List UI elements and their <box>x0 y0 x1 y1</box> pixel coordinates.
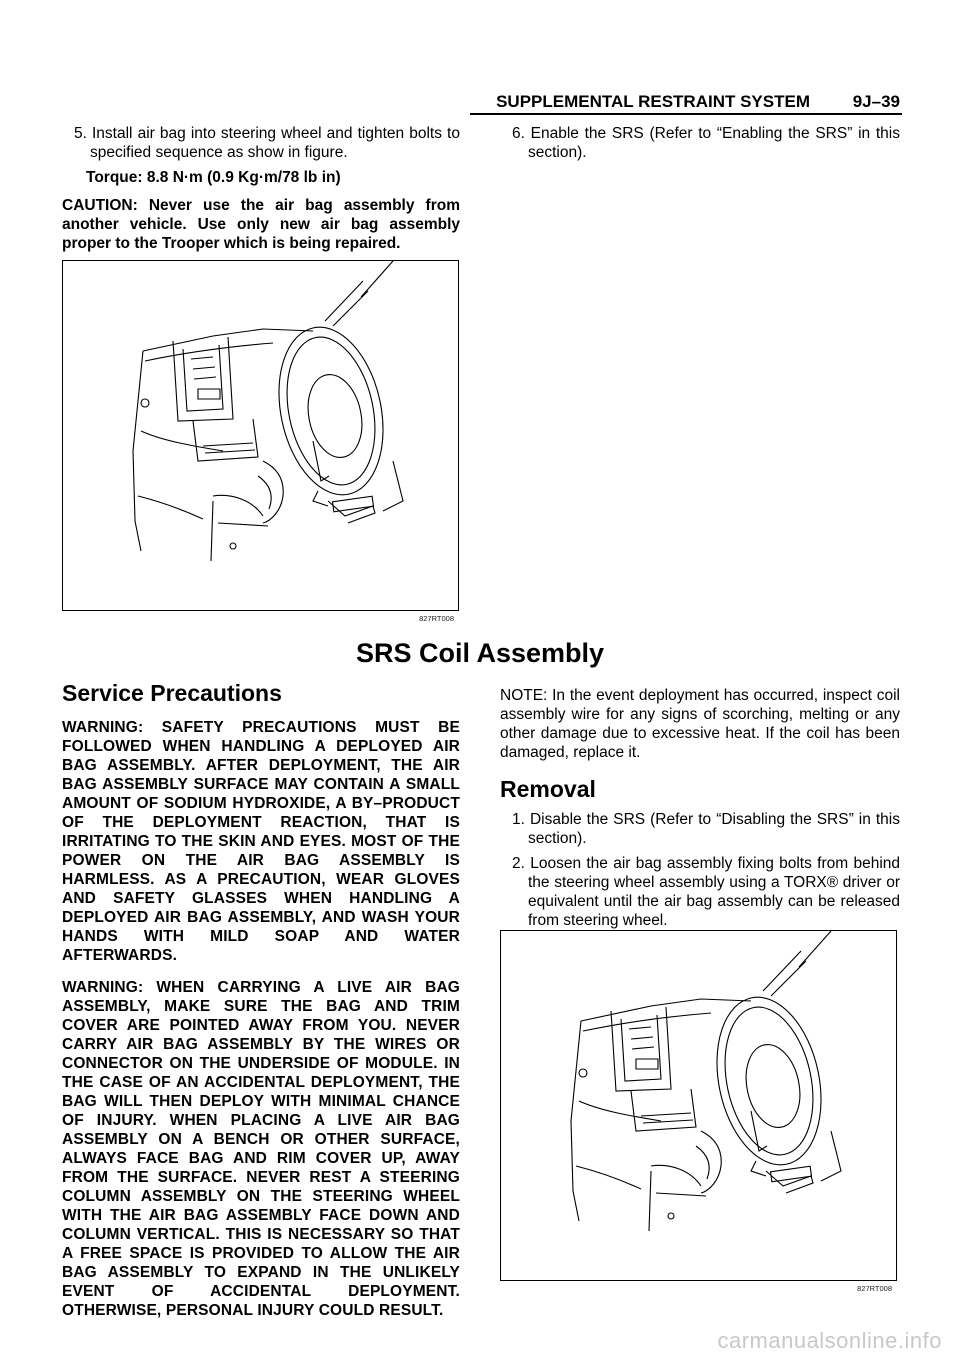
header-rule <box>470 113 902 115</box>
section-title: SRS Coil Assembly <box>355 638 605 668</box>
airbag-figure-2 <box>500 930 897 1293</box>
warning-deployed-airbag: WARNING: SAFETY PRECAUTIONS MUST BE FOLLOWED WHEN HANDLING A DEPLOYED AIR BAG ASSEMBLY. AFTER DEPLOYMENT, THE AIR BAG ASSEMBLY SURFACE MAY CONTAIN A SMALL AMOUNT OF SODIUM HYDROXIDE, A BY–PRODUCT OF THE DEPLOYMENT REACTION, THAT IS IRRITATING TO THE SKIN AND EYES. MOST OF THE POWER ON THE AIR BAG ASSEMBLY IS HARMLESS. AS A PRECAUTION, WEAR GLOVES AND SAFETY GLASSES WHEN HANDLING A DEPLOYED AIR BAG ASSEMBLY, AND WASH YOUR HANDS WITH MILD SOAP AND WATER AFTERWARDS. <box>62 719 460 964</box>
step-5: 5. Install air bag into steering wheel and tighten bolts to specified sequence as show in figure. <box>74 125 460 161</box>
dashboard-illustration <box>501 931 896 1280</box>
figure-2-label: 827RT008 <box>857 1284 892 1293</box>
dashboard-illustration <box>63 261 458 610</box>
airbag-figure-1 <box>62 260 459 623</box>
service-precautions-heading: Service Precautions <box>62 680 282 706</box>
watermark: carmanualsonline.info <box>717 1328 942 1353</box>
step-6: 6. Enable the SRS (Refer to “Enabling the SRS” in this section). <box>512 125 900 161</box>
removal-heading: Removal <box>500 776 596 802</box>
top-right-column <box>500 124 900 168</box>
right-column <box>500 686 900 762</box>
warning-live-airbag: WARNING: WHEN CARRYING A LIVE AIR BAG ASSEMBLY, MAKE SURE THE BAG AND TRIM COVER ARE POINTED AWAY FROM YOU. NEVER CARRY AIR BAG ASSEMBLY BY THE WIRES OR CONNECTOR ON THE UNDERSIDE OF MODULE. IN THE CASE OF AN ACCIDENTAL DEPLOYMENT, THE BAG WILL THEN DEPLOY WITH MINIMAL CHANCE OF INJURY. WHEN PLACING A LIVE AIR BAG ASSEMBLY ON A BENCH OR OTHER SURFACE, ALWAYS FACE BAG AND RIM COVER UP, AWAY FROM THE SURFACE. NEVER REST A STEERING COLUMN ASSEMBLY ON THE STEERING WHEEL WITH THE AIR BAG ASSEMBLY FACE DOWN AND COLUMN VERTICAL. THIS IS NECESSARY SO THAT A FREE SPACE IS PROVIDED TO ALLOW THE AIR BAG ASSEMBLY TO EXPAND IN THE UNLIKELY EVENT OF ACCIDENTAL DEPLOYMENT. OTHERWISE, PERSONAL INJURY COULD RESULT. <box>62 979 460 1319</box>
top-left-column <box>62 124 460 253</box>
removal-step-2: 2. Loosen the air bag assembly fixing bolts from behind the steering wheel assembly using a TORX® driver or equivalent until the air bag assembly can be released from steering wheel. <box>512 855 900 929</box>
inspection-note: NOTE: In the event deployment has occurred, inspect coil assembly wire for any signs of scorching, melting or any other damage due to excessive heat. If the coil has been damaged, replace it. <box>500 687 900 761</box>
page-header-title: SUPPLEMENTAL RESTRAINT SYSTEM <box>496 92 810 111</box>
removal-step-1: 1. Disable the SRS (Refer to “Disabling the SRS” in this section). <box>512 811 900 847</box>
torque-spec: Torque: 8.8 N·m (0.9 Kg·m/78 lb in) <box>86 169 341 186</box>
warnings-column <box>62 718 460 1333</box>
page-number: 9J–39 <box>852 92 900 111</box>
removal-steps <box>500 810 900 936</box>
caution-text: CAUTION: Never use the air bag assembly from another vehicle. Use only new air bag assembly proper to the Trooper which is being repaired. <box>62 197 460 252</box>
figure-1-label: 827RT008 <box>419 614 454 623</box>
